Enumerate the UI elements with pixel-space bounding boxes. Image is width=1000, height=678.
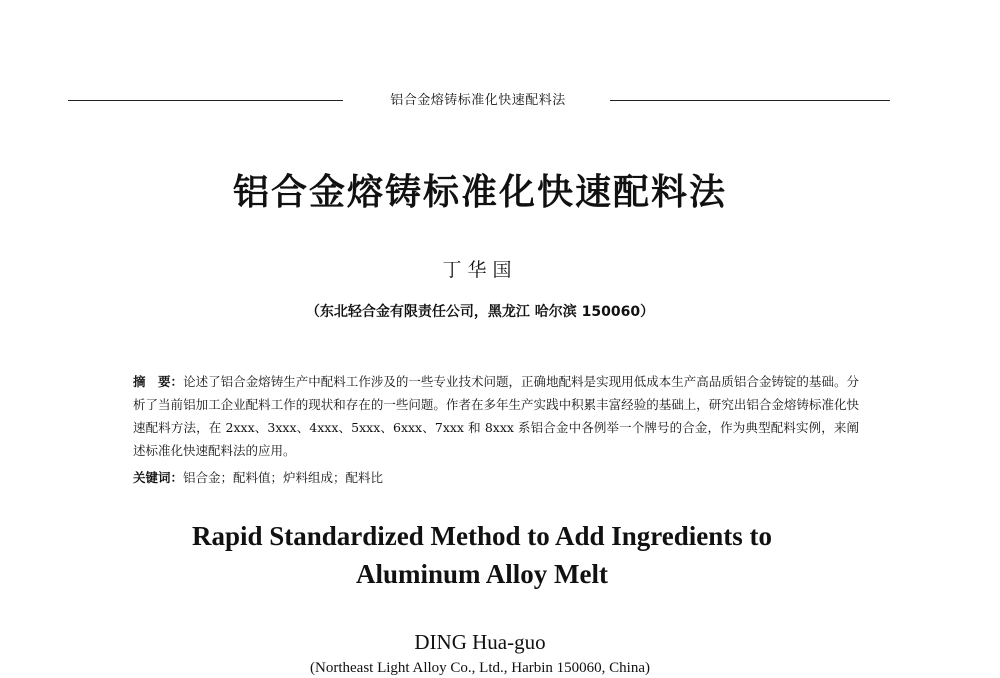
affiliation-english: (Northeast Light Alloy Co., Ltd., Harbin 150060, China) — [310, 660, 650, 676]
abstract-body — [107, 370, 859, 462]
header-rule-left — [68, 100, 343, 101]
running-header-text: 铝合金熔铸标准化快速配料法 — [390, 93, 566, 108]
keywords-label: 关键词： — [133, 470, 184, 485]
running-header — [68, 91, 890, 111]
paper-title-chinese: 铝合金熔铸标准化快速配料法 — [232, 172, 727, 213]
title-english-line-1: Rapid Standardized Method to Add Ingredients to — [191, 521, 773, 551]
abstract-chinese — [107, 370, 859, 462]
title-english-line-2: Aluminum Alloy Melt — [355, 559, 608, 589]
keywords-text: 铝合金；配料值；炉料组成；配料比 — [183, 470, 384, 485]
abstract-label: 摘 要： — [133, 374, 184, 389]
abstract-text: 论述了铝合金熔铸生产中配料工作涉及的一些专业技术问题，正确地配料是实现用低成本生产高品质铝合金铸锭的基础。分析了当前铝加工企业配料工作的现状和存在的一些问题。作者在多年生产实践中积累丰富经验的基础上，研究出铝合金熔铸标准化快速配料方法，在 2xxx、3xxx、4xxx、5xxx、6xxx、7xxx 和 8xxx 系铝合金中各例举一个牌号的合金，作为典型配料实例，来阐述标准化快速配料法的应用。 — [133, 374, 859, 458]
keywords-chinese — [133, 467, 853, 489]
author-chinese: 丁华国 — [442, 259, 518, 281]
paper-title-english — [0, 517, 964, 593]
author-english: DING Hua-guo — [414, 630, 546, 654]
header-rule-right — [610, 100, 890, 101]
affiliation-chinese: （东北轻合金有限责任公司，黑龙江 哈尔滨 150060） — [305, 304, 655, 320]
